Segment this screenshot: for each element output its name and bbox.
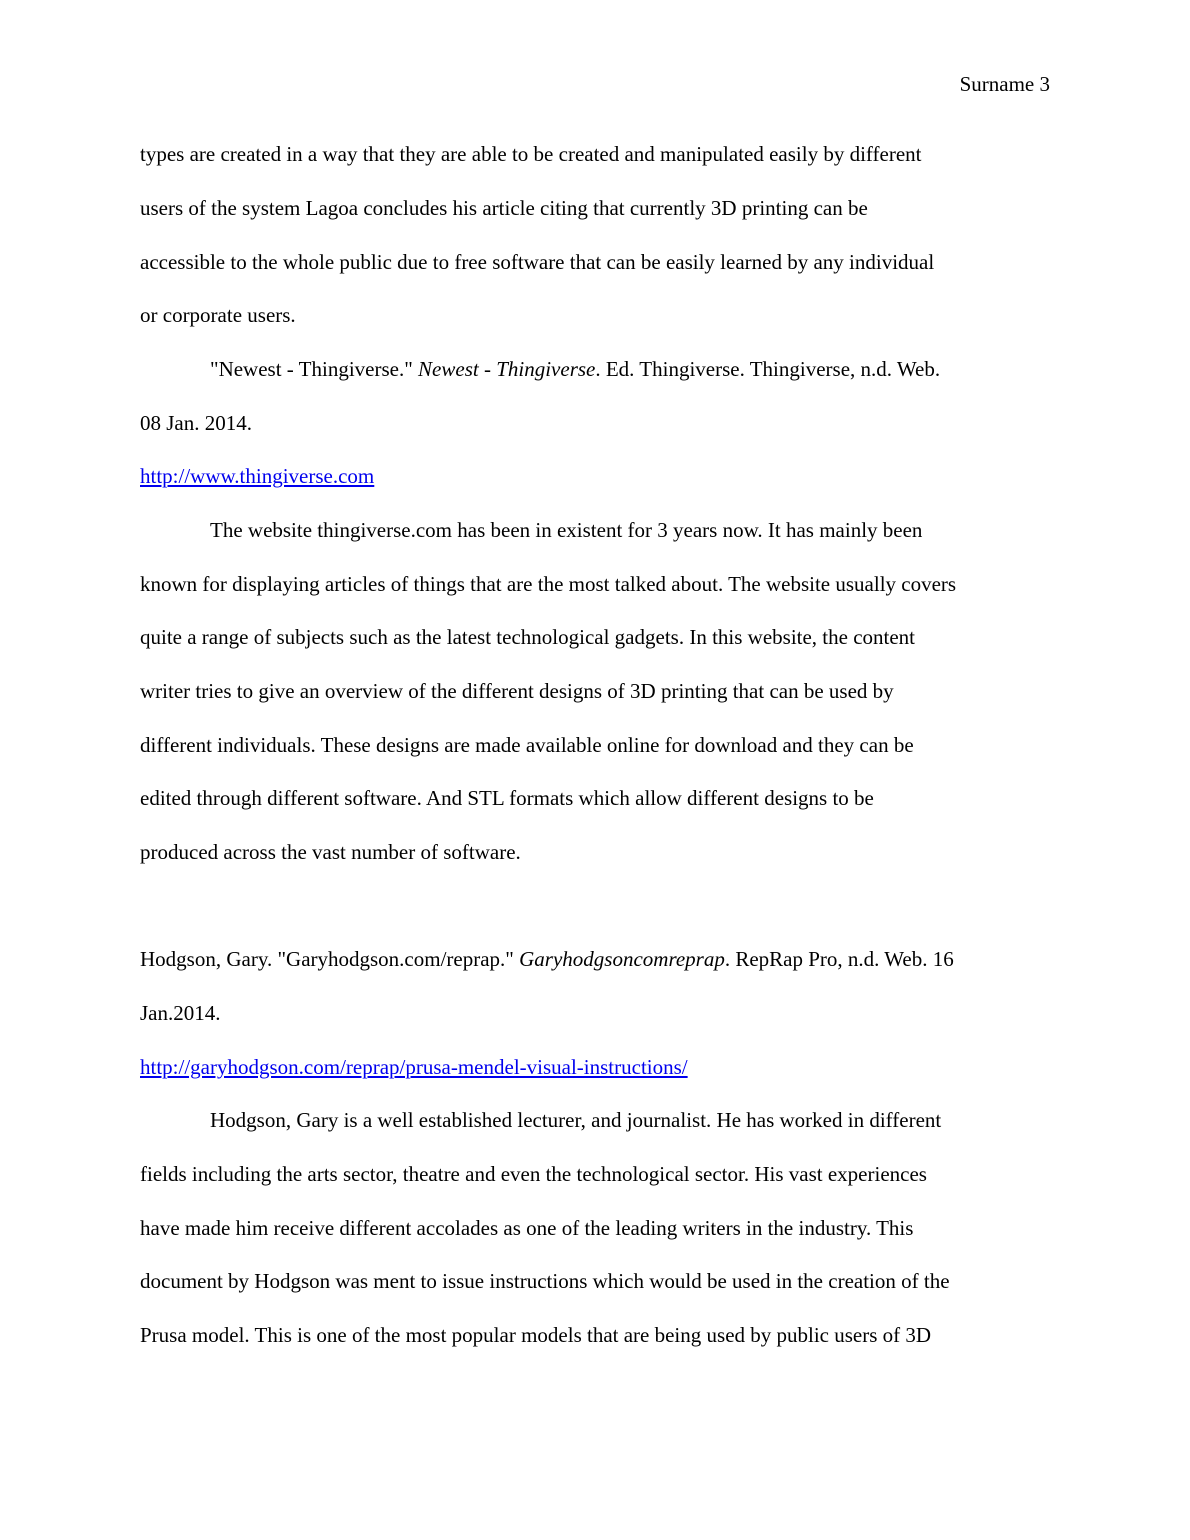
paragraph-2-line-7: produced across the vast number of software. [140,840,521,864]
citation-2-line-1 [140,946,954,972]
paragraph-1-line-3: accessible to the whole public due to free software that can be easily learned by any individual [140,250,935,274]
paragraph-3-line-2: fields including the arts sector, theatre and even the technological sector. His vast experiences [140,1162,927,1186]
citation-1-line-1 [210,356,940,382]
paragraph-1-line-4: or corporate users. [140,303,296,327]
paragraph-2-line-6: edited through different software. And STL formats which allow different designs to be [140,786,874,810]
citation-2-url-link[interactable]: http://garyhodgson.com/reprap/prusa-mendel-visual-instructions/ [140,1055,688,1079]
citation-2-title: Garyhodgsoncomreprap [519,947,725,971]
citation-1-prefix: "Newest - Thingiverse." [210,357,419,381]
paragraph-2-line-3: quite a range of subjects such as the latest technological gadgets. In this website, the content [140,625,916,649]
paragraph-2-line-1: The website thingiverse.com has been in existent for 3 years now. It has mainly been [210,518,923,542]
paragraph-1-line-1: types are created in a way that they are able to be created and manipulated easily by different [140,142,922,166]
paragraph-1-line-2: users of the system Lagoa concludes his article citing that currently 3D printing can be [140,196,868,220]
running-head: Surname 3 [959,72,1050,96]
citation-2-line-2: Jan.2014. [140,1001,221,1025]
citation-1-url-link[interactable]: http://www.thingiverse.com [140,464,375,488]
citation-2-url-line [140,1054,688,1080]
paragraph-2-line-2: known for displaying articles of things that are the most talked about. The website usually covers [140,572,957,596]
paragraph-2-line-5: different individuals. These designs are made available online for download and they can be [140,733,914,757]
paragraph-3-line-1: Hodgson, Gary is a well established lecturer, and journalist. He has worked in different [210,1108,942,1132]
paragraph-3-line-4: document by Hodgson was ment to issue instructions which would be used in the creation of the [140,1269,950,1293]
paragraph-3-line-3: have made him receive different accolades as one of the leading writers in the industry. This [140,1216,914,1240]
citation-2-prefix: Hodgson, Gary. "Garyhodgson.com/reprap." [140,947,520,971]
paragraph-2-line-4: writer tries to give an overview of the different designs of 3D printing that can be used by [140,679,894,703]
citation-1-suffix: . Ed. Thingiverse. Thingiverse, n.d. Web. [595,357,941,381]
citation-1-line-2: 08 Jan. 2014. [140,411,252,435]
citation-1-url-line [140,463,374,489]
citation-2-suffix: . RepRap Pro, n.d. Web. 16 [724,947,954,971]
paragraph-3-line-5: Prusa model. This is one of the most popular models that are being used by public users of 3D [140,1323,932,1347]
citation-1-title: Newest - Thingiverse [418,357,596,381]
